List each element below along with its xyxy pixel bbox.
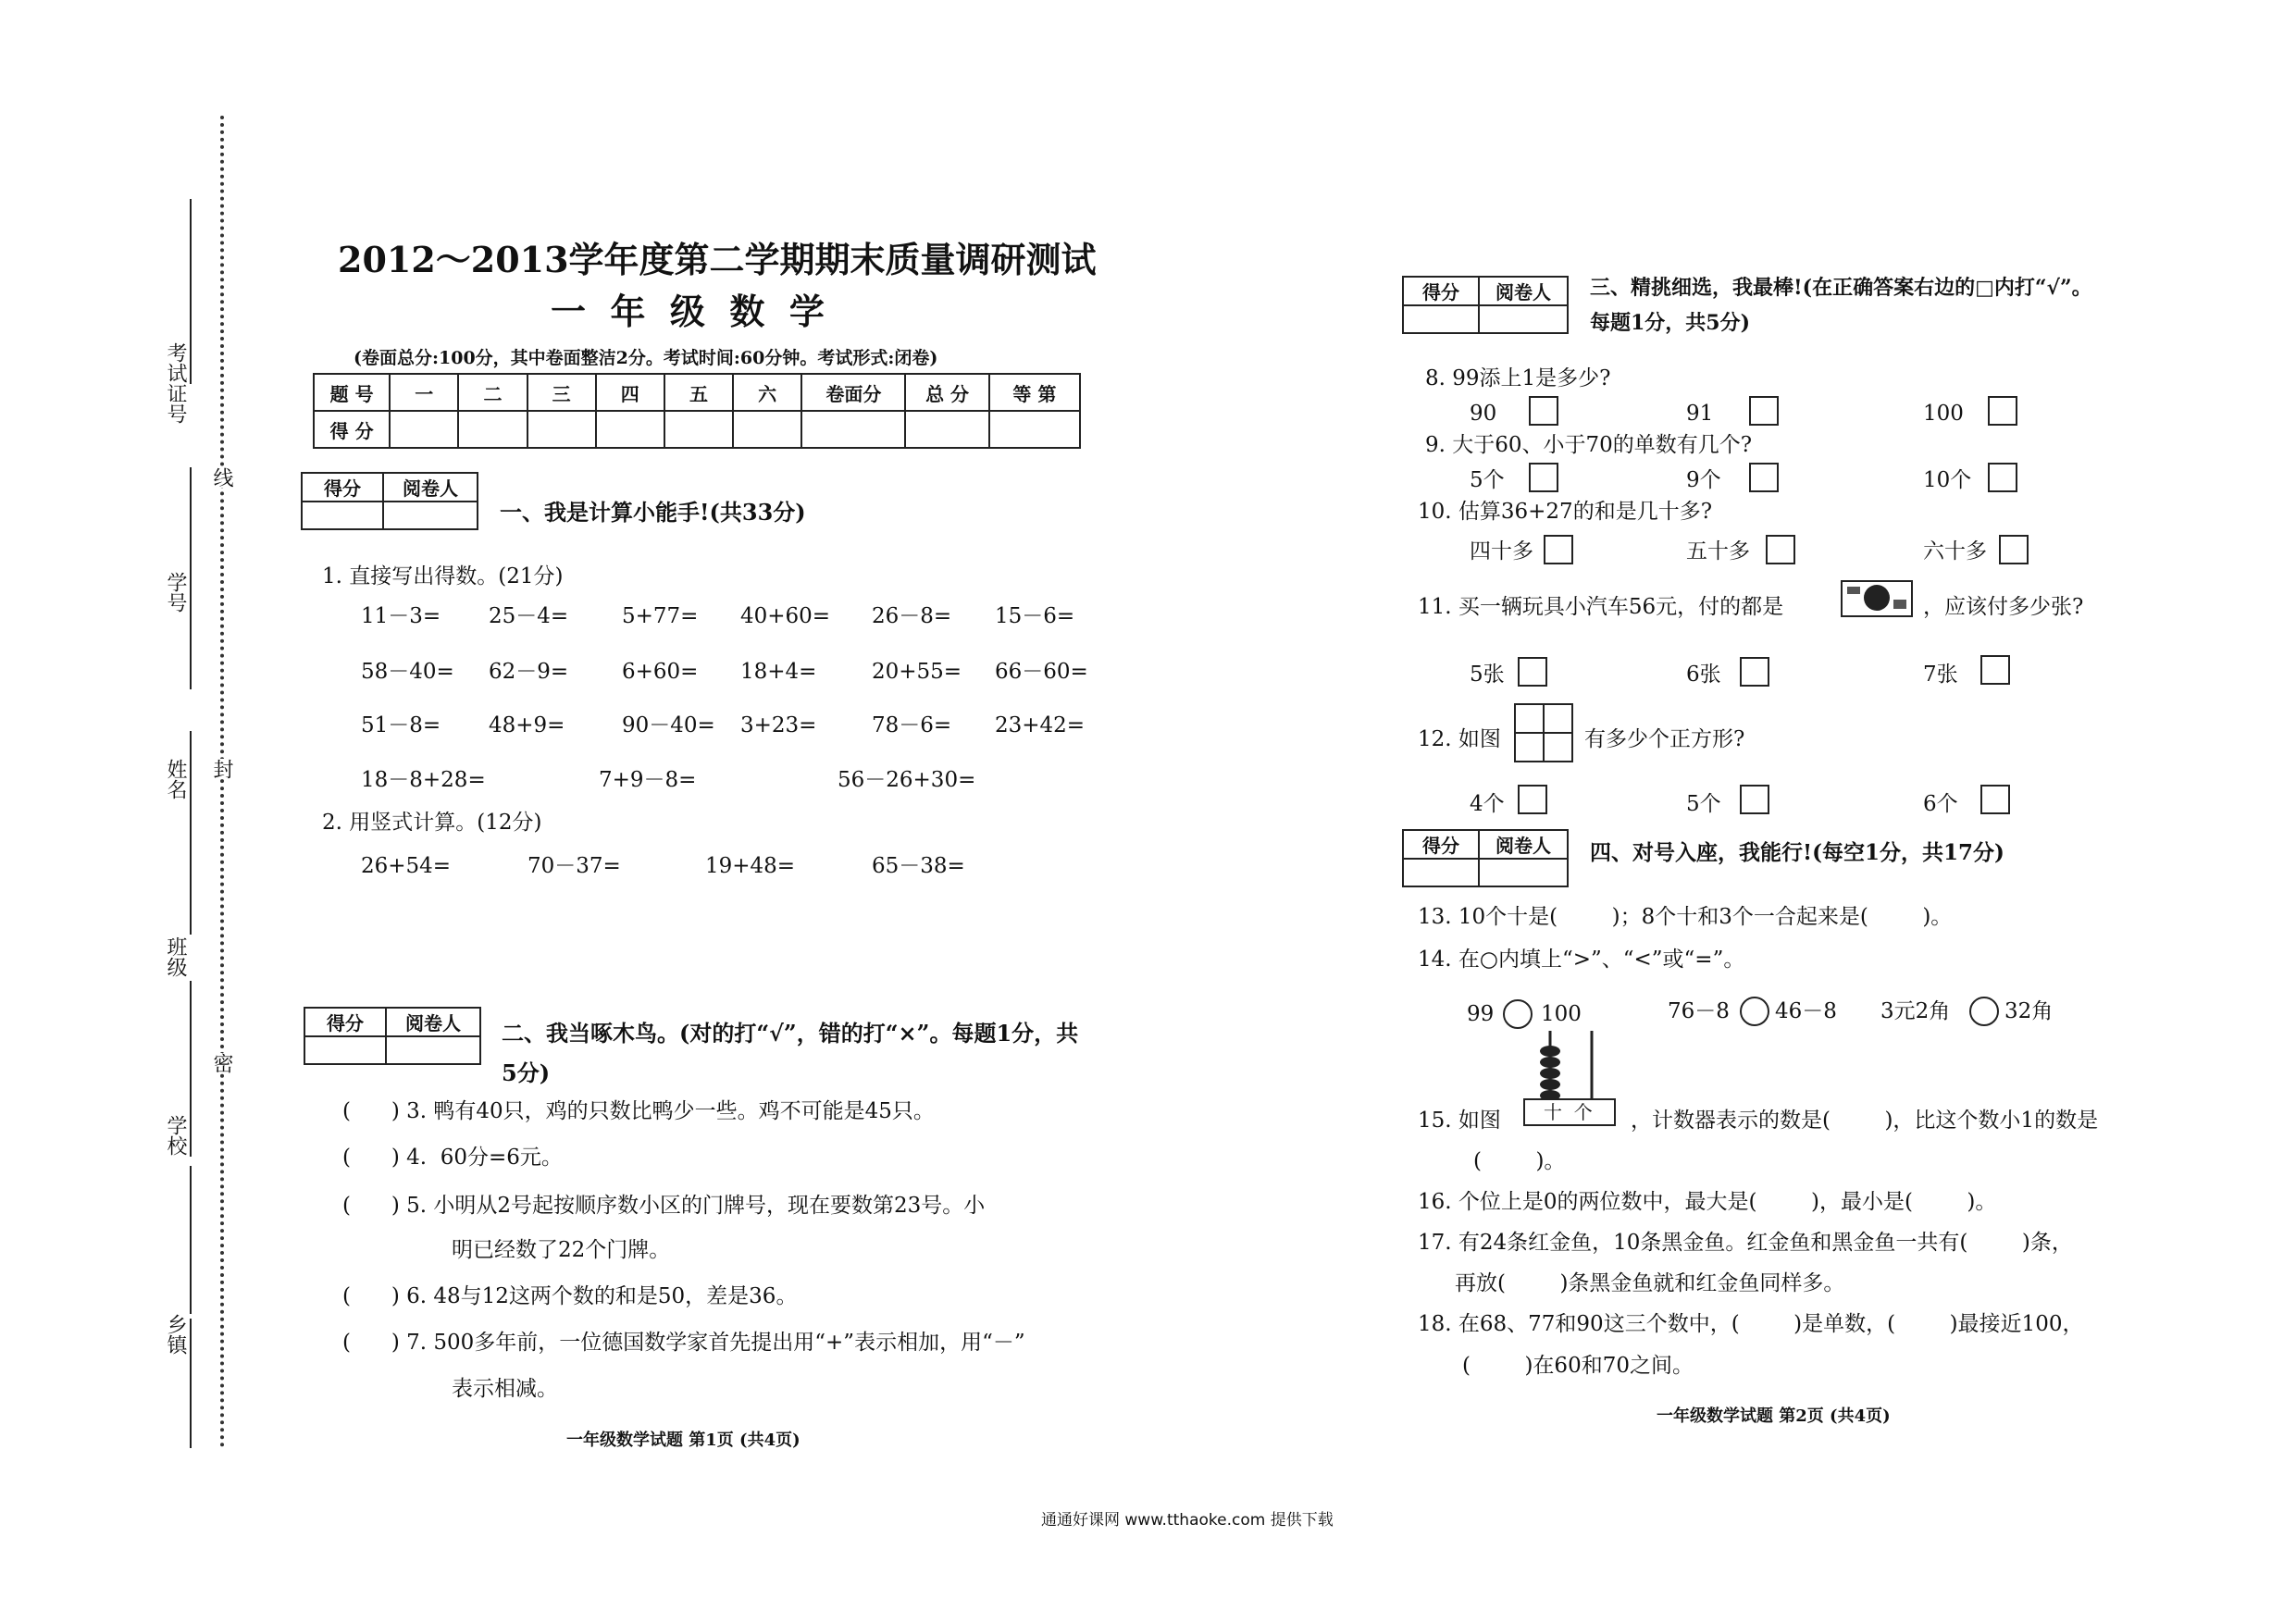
q9-checkbox-a[interactable] <box>1529 463 1558 492</box>
grader-cell <box>383 502 478 529</box>
section2-title-line1: 二、我当啄木鸟。(对的打“√”，错的打“×”。每题1分，共 <box>502 1020 1079 1047</box>
q15-text-c: ( )。 <box>1473 1149 1566 1173</box>
calc-item: 20+55= <box>872 660 962 684</box>
calc-item: 23+42= <box>995 713 1086 737</box>
score-cell <box>664 411 733 448</box>
grader-score-label: 得分 <box>1403 277 1479 305</box>
q8-checkbox-c[interactable] <box>1988 396 2017 426</box>
q10-checkbox-c[interactable] <box>1999 535 2029 564</box>
vertical-calc-item: 19+48= <box>705 854 796 878</box>
grader-cell <box>1403 305 1479 333</box>
q14-b-right: 46－8 <box>1775 999 1837 1023</box>
label-name: 姓名 <box>164 759 187 799</box>
grader-score-label: 得分 <box>1403 830 1479 859</box>
q11-opt-b: 6张 <box>1686 663 1721 687</box>
q10-checkbox-b[interactable] <box>1766 535 1795 564</box>
q9-checkbox-b[interactable] <box>1749 463 1779 492</box>
score-header-neatness: 卷面分 <box>801 374 905 411</box>
vertical-calc-item: 26+54= <box>361 854 452 878</box>
grader-box-3 <box>1402 276 1569 334</box>
calc-item: 15－6= <box>995 604 1075 628</box>
subject-title: 一 年 级 数 学 <box>551 291 825 332</box>
judge-item-7-cont: 表示相减。 <box>452 1377 558 1401</box>
q14-b-left: 76－8 <box>1668 999 1730 1023</box>
binding-dotted-line <box>220 116 224 1448</box>
grader-box-1 <box>301 472 478 530</box>
score-header-3: 三 <box>527 374 596 411</box>
calc-item: 3+23= <box>740 713 817 737</box>
vertical-calc-item: 65－38= <box>872 854 965 878</box>
grader-cell <box>1403 859 1479 886</box>
student-id-line <box>190 467 192 689</box>
score-cell <box>905 411 988 448</box>
seal-char-close: 密 <box>210 1053 233 1073</box>
score-cell <box>527 411 596 448</box>
q17-text-a: 17. 有24条红金鱼，10条黑金鱼。红金鱼和黑金鱼一共有( )条， <box>1418 1231 2073 1255</box>
grader-score-label: 得分 <box>302 473 383 502</box>
judge-item-5-cont: 明已经数了22个门牌。 <box>452 1238 671 1262</box>
score-row-label: 得 分 <box>314 411 390 448</box>
q12-opt-b: 5个 <box>1686 792 1721 816</box>
calc-item: 78－6= <box>872 713 952 737</box>
grader-cell <box>304 1036 386 1064</box>
footer-page1: 一年级数学试题 第1页 (共4页) <box>566 1431 800 1450</box>
q15-text-b: ，计数器表示的数是( )，比这个数小1的数是 <box>1631 1109 2099 1133</box>
q8-text: 8. 99添上1是多少? <box>1425 366 1611 390</box>
calc-item: 58－40= <box>361 660 454 684</box>
exam-id-line <box>190 199 192 384</box>
score-cell <box>801 411 905 448</box>
section1-title: 一、我是计算小能手!(共33分) <box>500 499 806 526</box>
grader-cell <box>1479 859 1568 886</box>
q12-text-b: 有多少个正方形? <box>1584 727 1745 751</box>
q14-a-circle[interactable] <box>1503 999 1533 1029</box>
calc-item: 62－9= <box>489 660 569 684</box>
q14-b-circle[interactable] <box>1740 997 1769 1026</box>
q11-text-b: ，应该付多少张? <box>1923 595 2084 619</box>
q14-a-left: 99 <box>1467 1002 1495 1026</box>
q10-opt-b: 五十多 <box>1686 539 1750 564</box>
q14-a-right: 100 <box>1541 1002 1582 1026</box>
calc-item: 25－4= <box>489 604 569 628</box>
q11-opt-c: 7张 <box>1923 663 1958 687</box>
q12-checkbox-c[interactable] <box>1980 785 2010 814</box>
q17-text-b: 再放( )条黑金鱼就和红金鱼同样多。 <box>1455 1271 1845 1295</box>
exam-note: (卷面总分:100分，其中卷面整洁2分。考试时间:60分钟。考试形式:闭卷) <box>354 348 938 368</box>
score-header-total: 总 分 <box>905 374 988 411</box>
grader-reviewer-label: 阅卷人 <box>386 1008 480 1036</box>
grader-box-4 <box>1402 829 1569 887</box>
calc-item: 18+4= <box>740 660 817 684</box>
calc-item: 48+9= <box>489 713 565 737</box>
calc-item: 7+9－8= <box>599 768 697 792</box>
label-exam-id: 考试证号 <box>164 342 187 424</box>
score-cell <box>390 411 458 448</box>
town-line <box>190 1319 192 1448</box>
section4-title: 四、对号入座，我能行!(每空1分，共17分) <box>1590 840 2004 865</box>
label-town: 乡镇 <box>164 1314 187 1355</box>
q11-opt-a: 5张 <box>1470 663 1505 687</box>
calc-item: 11－3= <box>361 604 441 628</box>
q9-opt-b: 9个 <box>1686 468 1721 492</box>
score-summary-table <box>313 373 1081 449</box>
q10-opt-a: 四十多 <box>1470 539 1533 564</box>
calc-item: 5+77= <box>622 604 699 628</box>
banknote-icon <box>1840 574 1914 622</box>
judge-item-5: ( ) 5. 小明从2号起按顺序数小区的门牌号，现在要数第23号。小 <box>342 1194 986 1218</box>
grader-reviewer-label: 阅卷人 <box>1479 830 1568 859</box>
footer-site: 通通好课网 www.tthaoke.com 提供下载 <box>1041 1511 1334 1530</box>
seal-char-line: 线 <box>210 467 233 488</box>
q14-text: 14. 在○内填上“>”、“<”或“=”。 <box>1418 948 1745 972</box>
q12-checkbox-b[interactable] <box>1740 785 1769 814</box>
q14-c-right: 32角 <box>2004 999 2054 1023</box>
section1-q2: 2. 用竖式计算。(12分) <box>322 811 542 835</box>
q8-checkbox-a[interactable] <box>1529 396 1558 426</box>
label-student-id: 学号 <box>164 572 187 613</box>
score-header-label: 题 号 <box>314 374 390 411</box>
seal-char-seal: 封 <box>210 759 233 779</box>
q12-checkbox-a[interactable] <box>1518 785 1547 814</box>
section3-title-line1: 三、精挑细选，我最棒!(在正确答案右边的□内打“√”。 <box>1590 276 2092 300</box>
calc-item: 56－26+30= <box>838 768 976 792</box>
score-cell <box>733 411 801 448</box>
score-header-2: 二 <box>458 374 527 411</box>
q14-c-left: 3元2角 <box>1880 999 1951 1023</box>
section2-title-line2: 5分) <box>502 1059 551 1086</box>
q8-opt-a: 90 <box>1470 402 1497 426</box>
name-line <box>190 731 192 935</box>
q11-checkbox-c[interactable] <box>1980 655 2010 685</box>
q9-checkbox-c[interactable] <box>1988 463 2017 492</box>
q13-text: 13. 10个十是( )；8个十和3个一合起来是( )。 <box>1418 905 1953 929</box>
calc-item: 90－40= <box>622 713 715 737</box>
footer-page2: 一年级数学试题 第2页 (共4页) <box>1657 1406 1891 1426</box>
score-cell <box>458 411 527 448</box>
score-cell <box>596 411 664 448</box>
section3-title-line2: 每题1分，共5分) <box>1590 311 1751 335</box>
judge-item-3: ( ) 3. 鸭有40只，鸡的只数比鸭少一些。鸡不可能是45只。 <box>342 1099 935 1123</box>
square-grid-figure <box>1514 703 1573 762</box>
calc-item: 51－8= <box>361 713 441 737</box>
section1-q1: 1. 直接写出得数。(21分) <box>322 564 564 588</box>
score-header-4: 四 <box>596 374 664 411</box>
q16-text: 16. 个位上是0的两位数中，最大是( )，最小是( )。 <box>1418 1190 1997 1214</box>
abacus-place-labels: 十 个 <box>1544 1101 1593 1123</box>
grader-box-2 <box>304 1007 481 1065</box>
q10-text: 10. 估算36+27的和是几十多? <box>1418 500 1713 524</box>
grader-reviewer-label: 阅卷人 <box>383 473 478 502</box>
grader-cell <box>1479 305 1568 333</box>
score-header-1: 一 <box>390 374 458 411</box>
score-header-grade: 等 第 <box>989 374 1080 411</box>
q14-c-circle[interactable] <box>1969 997 1999 1026</box>
calc-item: 6+60= <box>622 660 699 684</box>
q12-opt-a: 4个 <box>1470 792 1505 816</box>
q10-opt-c: 六十多 <box>1923 539 1987 564</box>
q18-text-a: 18. 在68、77和90这三个数中，( )是单数，( )最接近100， <box>1418 1312 2084 1336</box>
judge-item-4: ( ) 4. 60分=6元。 <box>342 1146 563 1170</box>
q9-opt-c: 10个 <box>1923 468 1972 492</box>
class-line <box>190 981 192 1157</box>
q10-checkbox-a[interactable] <box>1544 535 1573 564</box>
q12-opt-c: 6个 <box>1923 792 1958 816</box>
q15-text-a: 15. 如图 <box>1418 1109 1501 1133</box>
grader-cell <box>386 1036 480 1064</box>
vertical-calc-item: 70－37= <box>527 854 621 878</box>
q9-text: 9. 大于60、小于70的单数有几个? <box>1425 433 1753 457</box>
label-class: 班级 <box>164 936 187 977</box>
judge-item-6: ( ) 6. 48与12这两个数的和是50，差是36。 <box>342 1284 798 1308</box>
score-header-5: 五 <box>664 374 733 411</box>
q11-checkbox-b[interactable] <box>1740 657 1769 687</box>
grader-cell <box>302 502 383 529</box>
grader-reviewer-label: 阅卷人 <box>1479 277 1568 305</box>
grader-score-label: 得分 <box>304 1008 386 1036</box>
q8-opt-c: 100 <box>1923 402 1964 426</box>
judge-item-7: ( ) 7. 500多年前，一位德国数学家首先提出用“+”表示相加，用“－” <box>342 1331 1025 1355</box>
calc-item: 26－8= <box>872 604 952 628</box>
calc-item: 18－8+28= <box>361 768 486 792</box>
label-school: 学校 <box>164 1115 187 1156</box>
q8-opt-b: 91 <box>1686 402 1714 426</box>
school-line <box>190 1166 192 1314</box>
calc-item: 40+60= <box>740 604 831 628</box>
q18-text-b: ( )在60和70之间。 <box>1462 1354 1694 1378</box>
q8-checkbox-b[interactable] <box>1749 396 1779 426</box>
score-cell <box>989 411 1080 448</box>
q12-text-a: 12. 如图 <box>1418 727 1501 751</box>
q11-text-a: 11. 买一辆玩具小汽车56元，付的都是 <box>1418 595 1784 619</box>
exam-title: 2012～2013学年度第二学期期末质量调研测试 <box>338 239 1097 280</box>
q11-checkbox-a[interactable] <box>1518 657 1547 687</box>
q9-opt-a: 5个 <box>1470 468 1505 492</box>
calc-item: 66－60= <box>995 660 1088 684</box>
score-header-6: 六 <box>733 374 801 411</box>
